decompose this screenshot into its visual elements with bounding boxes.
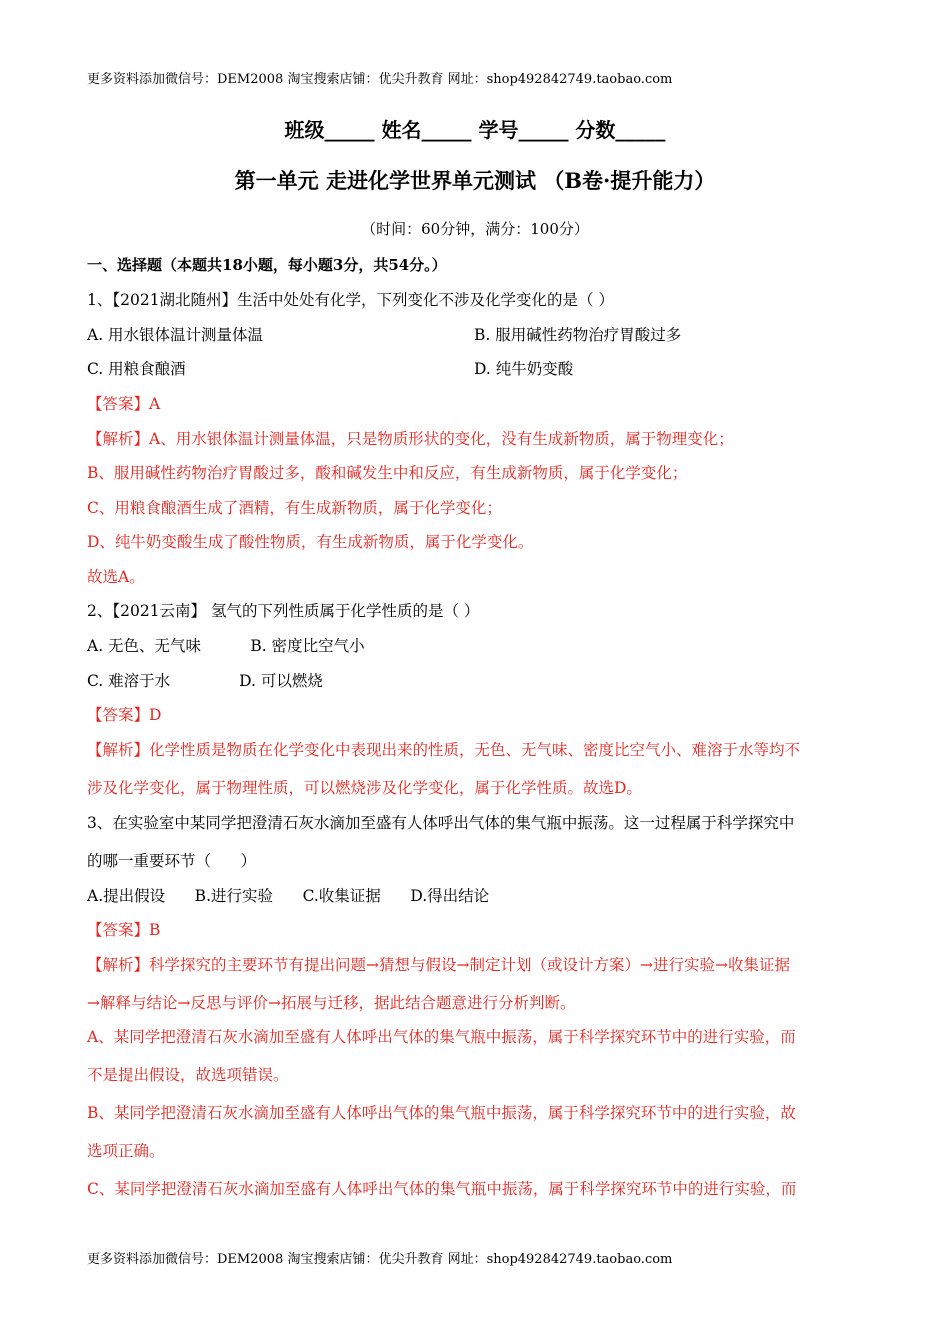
q3-analysis-line: 不是提出假设，故选项错误。 [87, 1066, 289, 1084]
q3-analysis-line: A、某同学把澄清石灰水滴加至盛有人体呼出气体的集气瓶中振荡，属于科学探究环节中的进行实验，而 [87, 1028, 796, 1046]
q2-options-cd: C. 难溶于水 D. 可以燃烧 [87, 672, 323, 690]
q3-analysis-line: 【解析】科学探究的主要环节有提出问题→猜想与假设→制定计划（或设计方案）→进行实验→收集证据 [87, 956, 790, 974]
footer-note: 更多资料添加微信号：DEM2008 淘宝搜索店铺：优尖升教育 网址：shop492842749.taobao.com [87, 1252, 673, 1267]
section-heading: 一、选择题（本题共18小题，每小题3分，共54分。） [87, 256, 447, 274]
q3-stem-line: 的哪一重要环节（ ） [87, 852, 257, 870]
q3-stem-line: 3、在实验室中某同学把澄清石灰水滴加至盛有人体呼出气体的集气瓶中振荡。这一过程属于科学探究中 [87, 814, 795, 832]
q3-answer: 【答案】B [87, 921, 161, 939]
q1-analysis-line: 【解析】A、用水银体温计测量体温，只是物质形状的变化，没有生成新物质，属于物理变化； [87, 430, 734, 448]
page-title: 第一单元 走进化学世界单元测试 （B卷·提升能力） [234, 168, 716, 193]
q2-stem: 2、【2021云南】 氢气的下列性质属于化学性质的是（ ） [87, 602, 480, 620]
q2-analysis-line: 涉及化学变化，属于物理性质，可以燃烧涉及化学变化，属于化学性质。故选D。 [87, 779, 642, 797]
q2-analysis-line: 【解析】化学性质是物质在化学变化中表现出来的性质，无色、无气味、密度比空气小、难溶于水等均不 [87, 741, 801, 759]
q3-analysis-line: 选项正确。 [87, 1142, 165, 1160]
q1-option-a: A. 用水银体温计测量体温 [87, 326, 264, 344]
q1-analysis-line: B、服用碱性药物治疗胃酸过多，酸和碱发生中和反应，有生成新物质，属于化学变化； [87, 464, 688, 482]
q1-stem: 1、【2021湖北随州】生活中处处有化学，下列变化不涉及化学变化的是（ ） [87, 291, 614, 309]
q3-analysis-line: C、某同学把澄清石灰水滴加至盛有人体呼出气体的集气瓶中振荡，属于科学探究环节中的进行实验，而 [87, 1180, 797, 1198]
q2-options-ab: A. 无色、无气味 B. 密度比空气小 [87, 637, 365, 655]
q1-analysis-line: D、纯牛奶变酸生成了酸性物质，有生成新物质，属于化学变化。 [87, 533, 534, 551]
q1-conclusion: 故选A。 [87, 568, 145, 586]
q3-options: A.提出假设 B.进行实验 C.收集证据 D.得出结论 [87, 887, 490, 905]
q3-analysis-line: B、某同学把澄清石灰水滴加至盛有人体呼出气体的集气瓶中振荡，属于科学探究环节中的进行实验，故 [87, 1104, 796, 1122]
q2-answer: 【答案】D [87, 706, 162, 724]
student-info-line: 班级_____ 姓名_____ 学号_____ 分数_____ [284, 118, 666, 142]
header-note: 更多资料添加微信号：DEM2008 淘宝搜索店铺：优尖升教育 网址：shop492842749.taobao.com [87, 72, 673, 87]
q1-option-b: B. 服用碱性药物治疗胃酸过多 [474, 326, 682, 344]
q1-analysis-line: C、用粮食酿酒生成了酒精，有生成新物质，属于化学变化； [87, 499, 502, 517]
q1-answer: 【答案】A [87, 395, 161, 413]
q1-option-c: C. 用粮食酿酒 [87, 360, 186, 378]
q1-option-d: D. 纯牛奶变酸 [474, 360, 574, 378]
exam-time-score: （时间：60分钟，满分：100分） [361, 220, 589, 238]
q3-analysis-line: →解释与结论→反思与评价→拓展与迁移，据此结合题意进行分析判断。 [87, 994, 576, 1012]
